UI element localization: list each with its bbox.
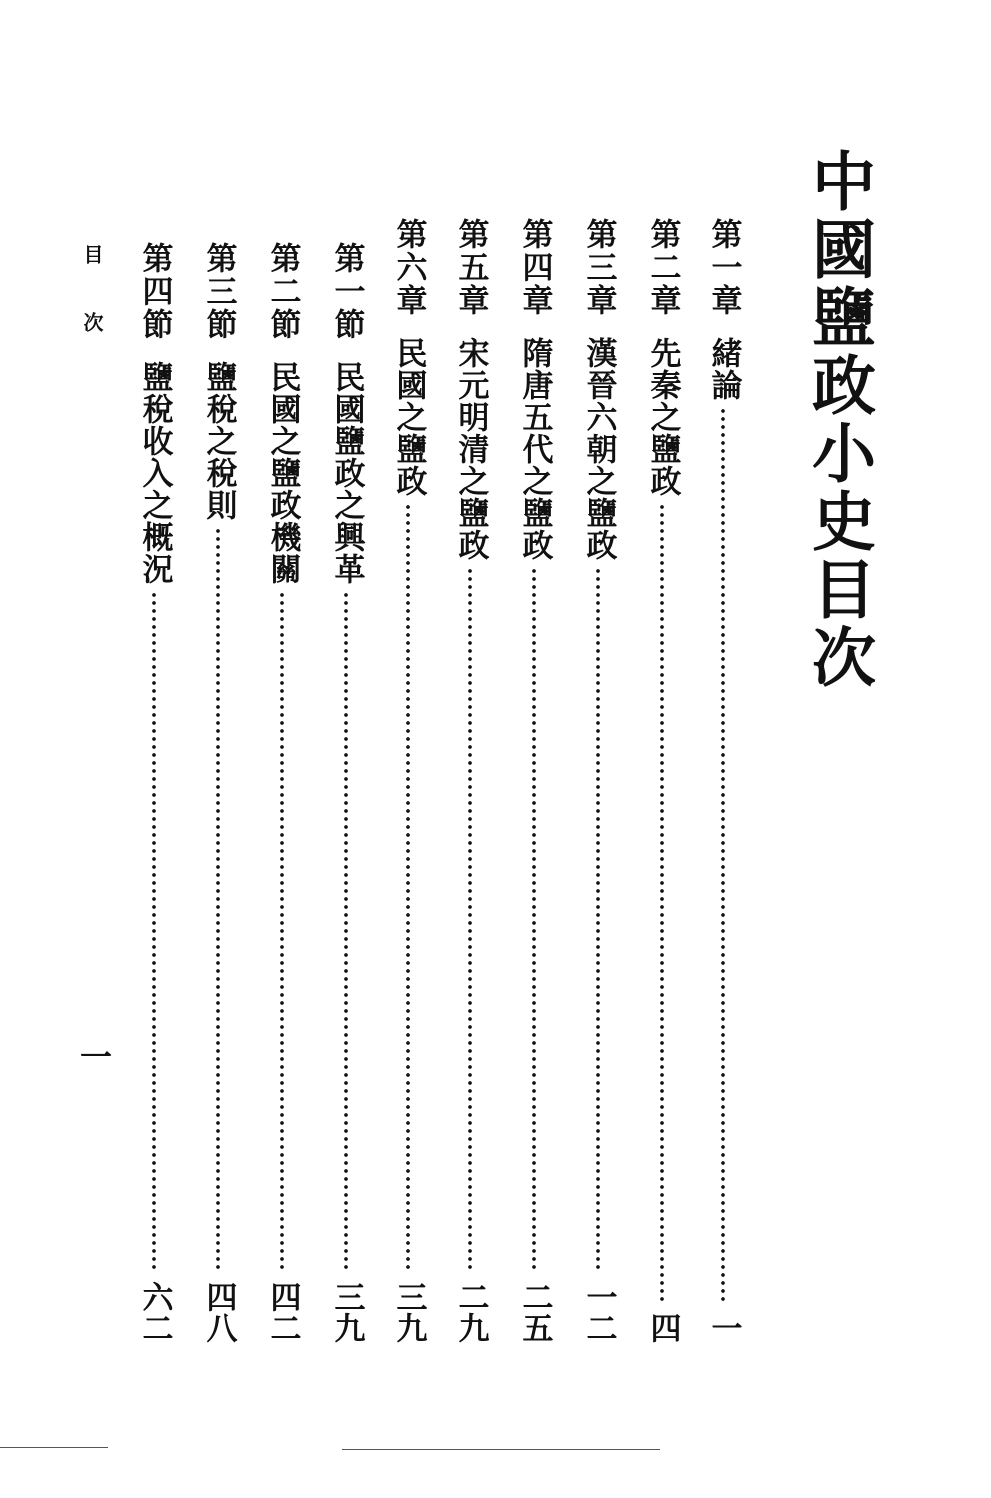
toc-entry-label: 第二節 (264, 242, 301, 341)
toc-entry-title: 緒論 (705, 337, 742, 401)
toc-entry-page: 三九 (390, 1281, 427, 1343)
toc-entry-label: 第六章 (390, 218, 427, 317)
toc-entry-title: 鹽稅之稅則 (200, 361, 237, 521)
toc-entry-page: 二九 (452, 1281, 489, 1343)
toc-entry-label: 第一節 (328, 242, 365, 341)
toc-entry-section-4[interactable] (134, 242, 174, 1343)
toc-entry-title: 民國鹽政之興革 (328, 361, 365, 585)
toc-entry-label: 第五章 (452, 218, 489, 317)
page-title: 中國鹽政小史目次 (801, 148, 876, 692)
toc-entry-chapter-1[interactable] (703, 218, 743, 1343)
toc-entry-title: 民國之鹽政機關 (264, 361, 301, 585)
toc-entry-label: 第三節 (200, 242, 237, 341)
toc-entry-title: 隋唐五代之鹽政 (516, 337, 553, 561)
toc-entry-label: 第一章 (705, 218, 742, 317)
toc-entry-label: 第四章 (516, 218, 553, 317)
toc-entry-title: 民國之鹽政 (390, 337, 427, 497)
toc-entry-title: 宋元明清之鹽政 (452, 337, 489, 561)
toc-entry-chapter-2[interactable] (642, 218, 682, 1343)
toc-entry-chapter-3[interactable] (578, 218, 618, 1343)
toc-entry-label: 第二章 (644, 218, 681, 317)
toc-entry-title: 鹽稅收入之概況 (136, 361, 173, 585)
running-head: 目次 (80, 244, 104, 380)
bottom-rule-right (342, 1449, 660, 1450)
dot-leader (152, 591, 156, 1273)
toc-entry-page: 一二 (580, 1281, 617, 1343)
dot-leader (216, 527, 220, 1273)
toc-entry-label: 第三章 (580, 218, 617, 317)
dot-leader (532, 567, 536, 1273)
toc-entry-chapter-6[interactable] (388, 218, 428, 1343)
toc-entry-section-3[interactable] (198, 242, 238, 1343)
dot-leader (468, 567, 472, 1273)
dot-leader (280, 591, 284, 1273)
toc-entry-section-1[interactable] (326, 242, 366, 1343)
toc-entry-page: 四八 (200, 1281, 237, 1343)
dot-leader (344, 591, 348, 1273)
dot-leader (406, 503, 410, 1273)
toc-entry-page: 一 (705, 1312, 742, 1343)
toc-entry-chapter-5[interactable] (450, 218, 490, 1343)
toc-entry-chapter-4[interactable] (514, 218, 554, 1343)
toc-entry-page: 三九 (328, 1281, 365, 1343)
page-number: 一 (75, 1040, 113, 1072)
toc-entry-page: 二五 (516, 1281, 553, 1343)
toc-entry-title: 漢晉六朝之鹽政 (580, 337, 617, 561)
toc-entry-page: 六二 (136, 1281, 173, 1343)
dot-leader (721, 407, 725, 1304)
bottom-rule-left (0, 1447, 108, 1448)
dot-leader (596, 567, 600, 1273)
toc-entry-page: 四 (644, 1312, 681, 1343)
toc-entry-page: 四二 (264, 1281, 301, 1343)
toc-entry-title: 先秦之鹽政 (644, 337, 681, 497)
dot-leader (660, 503, 664, 1304)
toc-entry-section-2[interactable] (262, 242, 302, 1343)
toc-entry-label: 第四節 (136, 242, 173, 341)
